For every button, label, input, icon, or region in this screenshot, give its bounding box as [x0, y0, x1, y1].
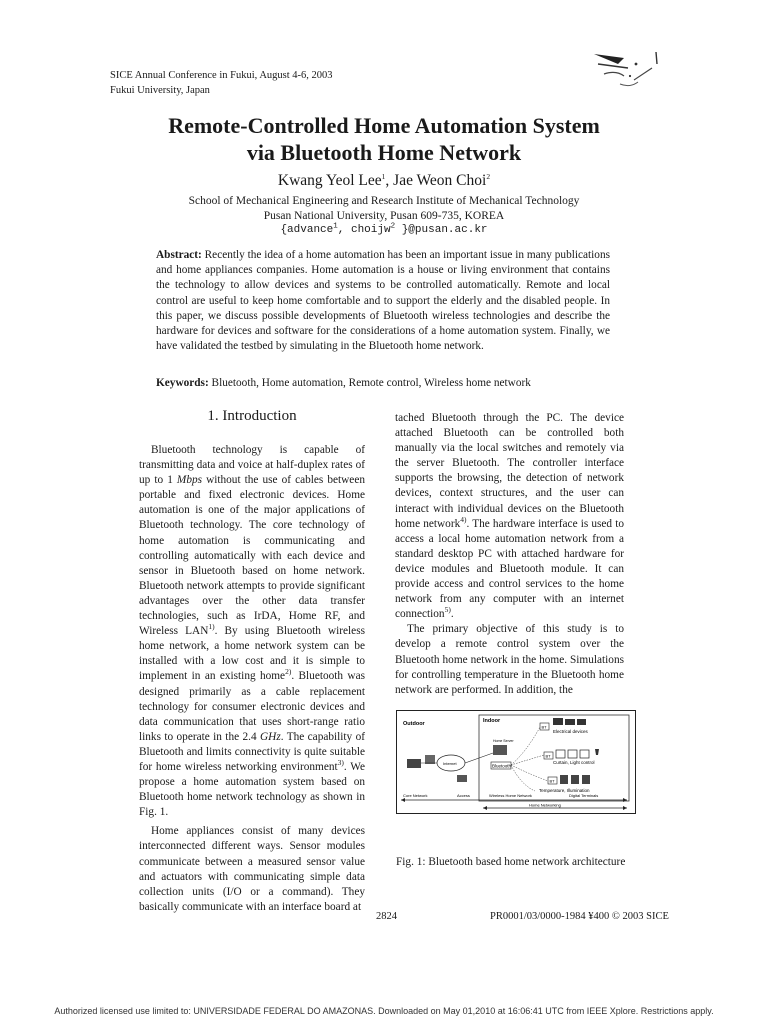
- wireless-link: [511, 727, 540, 765]
- email-mid: , choijw: [337, 224, 391, 236]
- keywords: [156, 376, 610, 391]
- conference-name: SICE Annual Conference in Fukui, August 4-6, 2003: [110, 70, 333, 81]
- email-close: }@pusan.ac.kr: [395, 224, 488, 236]
- text-run: . By using Bluetooth wireless home network, a home network system can be installed with a low cost and it is simple to implement in an existing home: [139, 625, 365, 683]
- email-open: {advance: [280, 224, 334, 236]
- author-1: Kwang Yeol Lee: [277, 172, 382, 189]
- indoor-label: Indoor: [483, 718, 501, 724]
- citation-ref: 4): [460, 514, 467, 524]
- laptop-icon: [407, 759, 421, 768]
- intro-paragraph-1: [139, 443, 365, 820]
- arrow-head: [483, 806, 487, 810]
- text-run: without the use of cables between portable and fixed electronic devices. Home automation is one of the major applications of Bluetooth technology. The core technology of home automation is communicating and controlling automatically with each device and sensor in Bluetooth based on home network. Bluetooth network attempts to provide significant advantages over the other data transfer technologies, such as IrDA, Home RF, and Wireless LAN: [139, 474, 365, 638]
- text-run: tached Bluetooth through the PC. The device attached Bluetooth can be controlled both manually via the local switches and remotely via the server Bluetooth. The controller interface supports the browsing, the detection of network devices, context structures, and the user can interact with individual devices on the Bluetooth home network: [395, 412, 624, 530]
- text-run: Bluetooth technology is capable of transmitting data and voice at half-duplex rates of up to 1: [139, 444, 365, 487]
- text-run: . The capability of Bluetooth and limits connectivity is quite suitable for home wireless networking environment: [139, 730, 365, 773]
- section-heading-introduction: 1. Introduction: [207, 408, 297, 424]
- email-address: [0, 223, 768, 238]
- author-1-mark: 1: [381, 171, 386, 181]
- device-icon: [571, 775, 579, 784]
- curtain-label: Curtain, Light control: [553, 760, 595, 765]
- temperature-label: Temperature, Illumination: [539, 788, 590, 793]
- figure-1-diagram: [396, 710, 636, 814]
- device-icon: [556, 750, 565, 758]
- wireless-link: [511, 765, 535, 791]
- text-run: . The hardware interface is used to access a local home automation network from a standard desktop PC with attached hardware for device modules and Bluetooth module. It can provide access and control services to the home network from any computer with an internet connection: [395, 517, 624, 621]
- abstract-text: Recently the idea of a home automation has been an important issue in many publications and home appliances companies. Home automation is a house or living environment that contains the technology to allow devices and systems to be controlled automatically. Remote and local control are useful to keep home comfortable and to support the elderly and the disabled people. In this paper, we discuss possible developments of Bluetooth wireless technologies and describe the hardware for devices and software for the considerations of a home automation system. Finally, we have validated the testbed by simulating in the Bluetooth home network.: [156, 249, 610, 353]
- arrow-head: [623, 806, 627, 810]
- publication-code: PR0001/03/0000-1984 ¥400 © 2003 SICE: [490, 911, 669, 922]
- figure-caption: Fig. 1: Bluetooth based home network architecture: [396, 856, 626, 868]
- conference-header: [110, 68, 333, 98]
- electrical-devices-label: Electrical devices: [553, 729, 588, 734]
- text-run: . Bluetooth was designed primarily as a cable replacement technology for consumer electronic devices and data communication that uses short-range ratio links to operate in the 2.4: [139, 670, 365, 743]
- access-label: Access: [457, 793, 470, 798]
- text-run: .: [450, 608, 454, 621]
- device-icon: [565, 719, 575, 725]
- email-mark-1: 1: [333, 222, 338, 231]
- page-number: 2824: [376, 911, 397, 922]
- bt-label-3: BT: [549, 778, 555, 784]
- outdoor-label: Outdoor: [403, 721, 425, 727]
- sice-logo-icon: [584, 50, 674, 98]
- intro-paragraph-2: Home appliances consist of many devices interconnected different ways. Sensor modules communicate between a measured sensor value and actuators with communicating simple data collection units (I/O or a command). They basically communicate with an interface board at: [139, 825, 365, 913]
- arrow-head: [623, 798, 627, 802]
- citation-ref: 3): [337, 758, 344, 768]
- device-icon: [568, 750, 577, 758]
- affiliation: [0, 194, 768, 238]
- author-separator: ,: [385, 172, 394, 189]
- affiliation-line-2: Pusan National University, Pusan 609-735, KOREA: [263, 209, 505, 222]
- intro-paragraph-2-continued: [395, 411, 624, 622]
- home-server-icon: [493, 745, 507, 755]
- title-line-2: via Bluetooth Home Network: [246, 140, 522, 165]
- title-line-1: Remote-Controlled Home Automation System: [168, 113, 600, 138]
- core-network-label: Core Network: [403, 793, 428, 798]
- arrow-head: [401, 798, 405, 802]
- abstract-label: Abstract:: [156, 249, 202, 261]
- home-server-label: Home Server: [493, 739, 514, 743]
- left-column: [139, 443, 365, 915]
- home-networking-label: Home Networking: [529, 802, 561, 808]
- right-column: [395, 411, 624, 698]
- bt-label-1: BT: [541, 724, 547, 730]
- text-run: . We propose a home automation system based on Bluetooth home network technology as shown in Fig. 1.: [139, 760, 366, 819]
- bluetooth-label: Bluetooth: [492, 763, 512, 769]
- author-2-mark: 2: [486, 171, 491, 181]
- citation-ref: 1): [208, 622, 215, 632]
- author-list: [0, 172, 768, 190]
- citation-ref: 5): [444, 605, 451, 615]
- unit-ghz: GHz: [260, 730, 281, 743]
- affiliation-line-1: School of Mechanical Engineering and Research Institute of Mechanical Technology: [188, 195, 580, 207]
- phone-icon: [457, 775, 467, 782]
- university-name: Fukui University, Japan: [110, 85, 210, 96]
- device-icon: [580, 750, 589, 758]
- unit-mbps: Mbps: [176, 474, 203, 487]
- device-icon: [553, 718, 563, 725]
- wireless-link: [511, 765, 548, 781]
- device-icon: [577, 719, 586, 725]
- device-icon: [560, 775, 568, 784]
- wireless-home-label: Wireless Home Network: [489, 793, 532, 798]
- paper-title: [0, 112, 768, 166]
- abstract: [156, 248, 610, 354]
- internet-label: Internet: [443, 761, 457, 766]
- license-footer: Authorized licensed use limited to: UNIVERSIDADE FEDERAL DO AMAZONAS. Downloaded on May 01,2010 at 16:06:41 UTC from IEEE Xplore. Restrictions apply.: [54, 1006, 714, 1016]
- citation-ref: 2): [285, 667, 292, 677]
- wireless-link: [511, 755, 544, 765]
- bt-label-2: BT: [545, 753, 551, 759]
- digital-terminals-label: Digital Terminals: [569, 793, 599, 798]
- email-mark-2: 2: [390, 222, 396, 231]
- pc-icon: [425, 755, 435, 764]
- intro-paragraph-3: The primary objective of this study is to develop a remote control system over the Bluetooth home network in the home. Simulations for controlling temperature in the Bluetooth home network are performed. In addition, the: [395, 623, 624, 696]
- device-icon: [582, 775, 590, 784]
- keywords-text: Bluetooth, Home automation, Remote control, Wireless home network: [208, 377, 531, 389]
- keywords-label: Keywords:: [156, 377, 209, 389]
- lamp-icon: [595, 749, 599, 755]
- author-2: Jae Weon Choi: [393, 172, 487, 189]
